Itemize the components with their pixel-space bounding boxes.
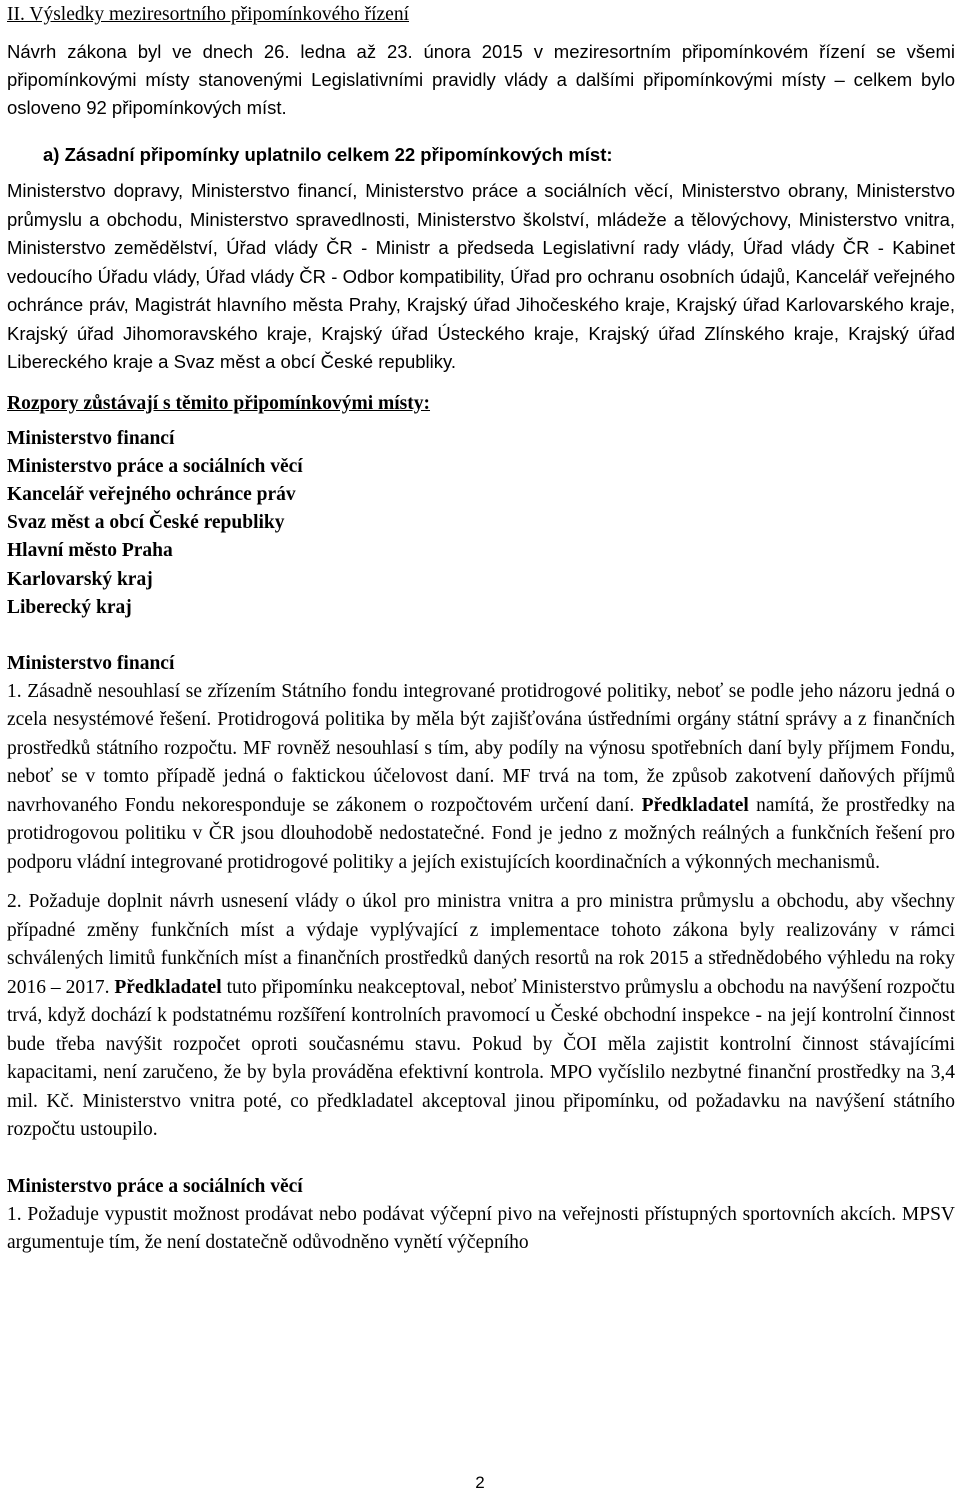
rozpory-heading: Rozpory zůstávají s těmito připomínkovými místy: bbox=[7, 392, 431, 414]
mpsv-item-1: 1. Požaduje vypustit možnost prodávat nebo podávat výčepní pivo na veřejnosti přístupných sportovních akcích. MPSV argumentuje tím, že není dostatečně odůvodněno vynětí výčepního bbox=[7, 1203, 955, 1254]
section-heading: II. Výsledky meziresortního připomínkového řízení bbox=[7, 4, 410, 25]
list-item: Karlovarský kraj bbox=[7, 568, 153, 590]
list-item: Hlavní město Praha bbox=[7, 540, 173, 562]
mf-item-2-predkladatel: Předkladatel bbox=[114, 976, 222, 998]
page-number: 2 bbox=[475, 1473, 485, 1492]
mf-item-2-text: 2. Požaduje doplnit návrh usnesení vlády o úkol pro ministra vnitra a pro ministra průmyslu a obchodu, aby všechny případné změny funkčních míst a výdaje vyplývající z implementace tohoto zákona byly realizovány v rámci schválených limitů funkčních míst a finančních prostředků daných resortů na rok 2015 a střednědobého výhledu na roky 2016 – 2017. bbox=[7, 891, 955, 998]
mf-heading: Ministerstvo financí bbox=[7, 652, 175, 674]
mf-item-1-reply: namítá, že prostředky na protidrogovou politiku v ČR jsou dlouhodobě nedostatečné. Fond je jedno z možných reálných a funkčních řešení pro podporu vládní integrované protidrogové politiky a jejích existujících koordinačních a výkonných mechanismů. bbox=[7, 794, 956, 873]
list-item: Svaz měst a obcí České republiky bbox=[7, 512, 285, 534]
intro-paragraph: Návrh zákona byl ve dnech 26. ledna až 23. února 2015 v meziresortním připomínkovém řízení se všemi připomínkovými místy stanovenými Legislativními pravidly vlády a dalšími připomínkovými místy – celkem bylo osloveno 92 připomínkových míst. bbox=[7, 41, 955, 118]
list-item: Ministerstvo práce a sociálních věcí bbox=[7, 455, 303, 477]
rozpory-list bbox=[7, 425, 955, 622]
zasadni-heading: a) Zásadní připomínky uplatnilo celkem 22 připomínkových míst: bbox=[43, 144, 613, 165]
mf-item-1-text: 1. Zásadně nesouhlasí se zřízením Státního fondu integrované protidrogové politiky, neboť se podle jeho názoru jedná o zcela nesystémové řešení. Protidrogová politika by měla být zajišťována ústředními orgány státní správy a z finančních prostředků státního rozpočtu. MF rovněž nesouhlasí s tím, aby podíly na výnosu spotřebních daní byly příjmem Fondu, neboť se v tomto případě jedná o faktickou účelovost daní. MF trvá na tom, že způsob zakotvení daňových příjmů navrhovaného Fondu nekoresponduje se zákonem o rozpočtovém určení daní. bbox=[7, 680, 955, 816]
list-item: Liberecký kraj bbox=[7, 596, 132, 618]
mf-item-2 bbox=[7, 888, 955, 1145]
list-item: Ministerstvo financí bbox=[7, 427, 175, 449]
zasadni-list-paragraph: Ministerstvo dopravy, Ministerstvo financí, Ministerstvo práce a sociálních věcí, Ministerstvo obrany, Ministerstvo průmyslu a obchodu, Ministerstvo spravedlnosti, Ministerstvo školství, mládeže a tělovýchovy, Ministerstvo vnitra, Ministerstvo zemědělství, Úřad vlády ČR - Ministr a předseda Legislativní rady vlády, Úřad vlády ČR - Kabinet vedoucího Úřadu vlády, Úřad vlády ČR - Odbor kompatibility, Úřad pro ochranu osobních údajů, Kancelář veřejného ochránce práv, Magistrát hlavního města Prahy, Krajský úřad Jihočeského kraje, Krajský úřad Karlovarského kraje, Krajský úřad Jihomoravského kraje, Krajský úřad Ústeckého kraje, Krajský úřad Zlínského kraje, Krajský úřad Libereckého kraje a Svaz měst a obcí České republiky. bbox=[7, 180, 955, 372]
mf-item-1-predkladatel: Předkladatel bbox=[641, 794, 749, 816]
document-page bbox=[7, 0, 955, 1258]
mpsv-heading: Ministerstvo práce a sociálních věcí bbox=[7, 1175, 303, 1197]
mf-item-1 bbox=[7, 678, 955, 878]
mf-item-2-reply: tuto připomínku neakceptoval, neboť Ministerstvo průmyslu a obchodu na navýšení rozpočtu trvá, když dochází k podstatnému rozšíření kontrolních pravomocí u České obchodní inspekce - na její kontrolní činnost bude třeba navýšit rozpočet oproti současnému stavu. Pokud by ČOI měla zajistit kontrolní činnost stávajícími kapacitami, není zaručeno, že by byla prováděna efektivní kontrola. MPO vyčíslilo nezbytné finanční prostředky na 3,4 mil. Kč. Ministerstvo vnitra poté, co předkladatel akceptoval jinou připomínku, od požadavku na navýšení státního rozpočtu ustoupilo. bbox=[7, 976, 956, 1141]
list-item: Kancelář veřejného ochránce práv bbox=[7, 483, 296, 505]
